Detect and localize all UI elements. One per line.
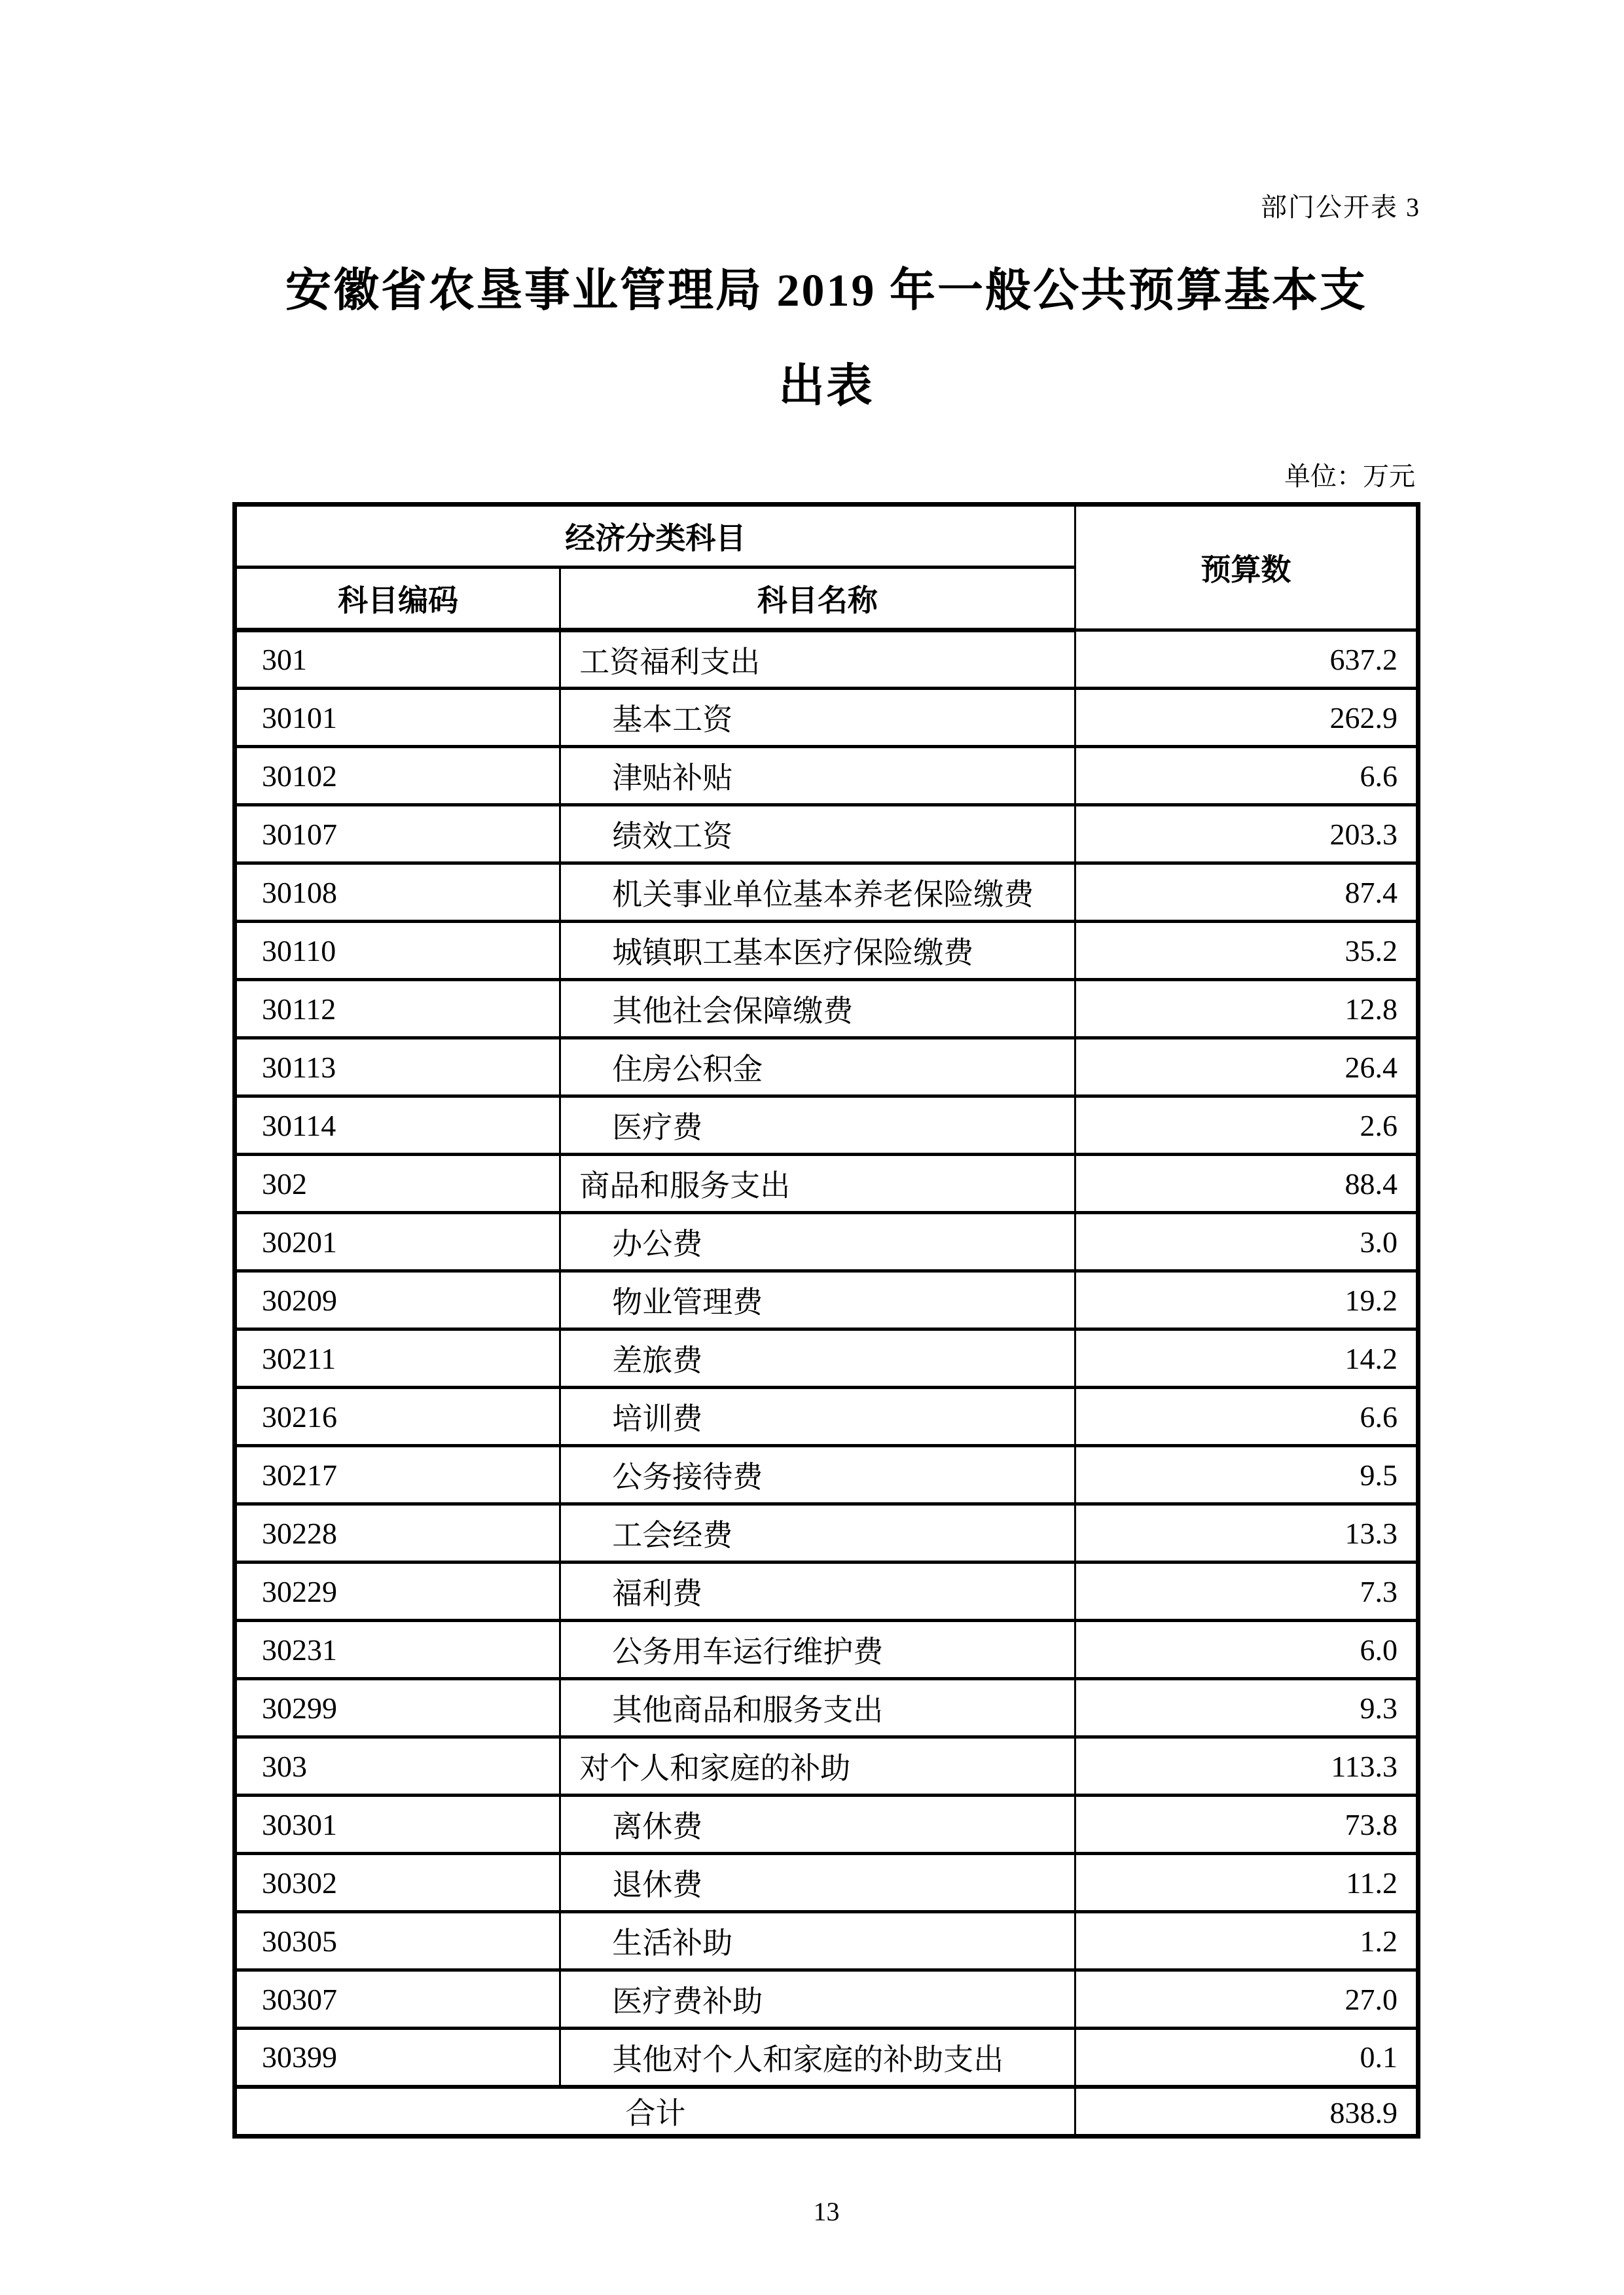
page-number: 13 <box>813 2197 840 2226</box>
subject-code-cell: 30299 <box>235 1679 560 1737</box>
budget-value-cell: 6.6 <box>1075 747 1418 805</box>
subject-name-cell: 差旅费 <box>560 1329 1075 1388</box>
subject-name-cell: 其他商品和服务支出 <box>560 1679 1075 1737</box>
subject-name-cell: 公务用车运行维护费 <box>560 1621 1075 1679</box>
table-row <box>235 689 1418 747</box>
table-row <box>235 805 1418 863</box>
subject-code-cell: 303 <box>235 1737 560 1796</box>
budget-value-cell: 87.4 <box>1075 863 1418 922</box>
subject-code-cell: 30110 <box>235 922 560 980</box>
page-title-line1: 安徽省农垦事业管理局 2019 年一般公共预算基本支 <box>285 266 1367 316</box>
subject-name-cell: 退休费 <box>560 1854 1075 1912</box>
total-label: 合计 <box>235 2087 1075 2137</box>
subject-name-cell: 医疗费补助 <box>560 1970 1075 2029</box>
table-row <box>235 1213 1418 1271</box>
budget-value-cell: 203.3 <box>1075 805 1418 863</box>
subject-code-cell: 30302 <box>235 1854 560 1912</box>
budget-value-cell: 113.3 <box>1075 1737 1418 1796</box>
subject-name-cell: 对个人和家庭的补助 <box>560 1737 1075 1796</box>
table-row <box>235 1970 1418 2029</box>
table-row <box>235 630 1418 689</box>
subject-name-cell: 培训费 <box>560 1388 1075 1446</box>
header-subject-code: 科目编码 <box>235 568 560 630</box>
header-budget-amount: 预算数 <box>1075 505 1418 630</box>
table-header <box>235 505 1418 630</box>
subject-name-cell: 工会经费 <box>560 1504 1075 1563</box>
table-row <box>235 1504 1418 1563</box>
subject-code-cell: 30229 <box>235 1563 560 1621</box>
subject-name-cell: 其他对个人和家庭的补助支出 <box>560 2029 1075 2087</box>
table-row <box>235 1563 1418 1621</box>
budget-value-cell: 262.9 <box>1075 689 1418 747</box>
subject-code-cell: 30305 <box>235 1912 560 1970</box>
header-economic-classification: 经济分类科目 <box>235 505 1075 568</box>
table-row <box>235 2029 1418 2087</box>
table-row <box>235 1737 1418 1796</box>
subject-name-cell: 商品和服务支出 <box>560 1155 1075 1213</box>
subject-code-cell: 30112 <box>235 980 560 1038</box>
subject-code-cell: 30216 <box>235 1388 560 1446</box>
subject-name-cell: 公务接待费 <box>560 1446 1075 1504</box>
table-row <box>235 1038 1418 1096</box>
table-row <box>235 922 1418 980</box>
table-row <box>235 1155 1418 1213</box>
subject-name-cell: 办公费 <box>560 1213 1075 1271</box>
corner-note: 部门公开表 3 <box>1261 192 1420 222</box>
subject-code-cell: 30209 <box>235 1271 560 1329</box>
table-row <box>235 1388 1418 1446</box>
subject-name-cell: 生活补助 <box>560 1912 1075 1970</box>
total-value: 838.9 <box>1075 2087 1418 2137</box>
subject-name-cell: 城镇职工基本医疗保险缴费 <box>560 922 1075 980</box>
table-body <box>235 630 1418 2087</box>
subject-name-cell: 物业管理费 <box>560 1271 1075 1329</box>
total-row <box>235 2087 1418 2137</box>
subject-name-cell: 住房公积金 <box>560 1038 1075 1096</box>
subject-name-cell: 福利费 <box>560 1563 1075 1621</box>
table-row <box>235 980 1418 1038</box>
table-row <box>235 1446 1418 1504</box>
budget-value-cell: 13.3 <box>1075 1504 1418 1563</box>
page-title-line2: 出表 <box>778 361 875 412</box>
subject-code-cell: 30101 <box>235 689 560 747</box>
subject-code-cell: 301 <box>235 630 560 689</box>
subject-code-cell: 30107 <box>235 805 560 863</box>
subject-code-cell: 30211 <box>235 1329 560 1388</box>
page-title <box>232 244 1420 435</box>
subject-code-cell: 30228 <box>235 1504 560 1563</box>
subject-code-cell: 302 <box>235 1155 560 1213</box>
budget-value-cell: 2.6 <box>1075 1096 1418 1155</box>
table-row <box>235 1096 1418 1155</box>
budget-value-cell: 11.2 <box>1075 1854 1418 1912</box>
table-row <box>235 747 1418 805</box>
budget-value-cell: 12.8 <box>1075 980 1418 1038</box>
subject-code-cell: 30201 <box>235 1213 560 1271</box>
header-subject-name: 科目名称 <box>560 568 1075 630</box>
subject-name-cell: 基本工资 <box>560 689 1075 747</box>
subject-code-cell: 30114 <box>235 1096 560 1155</box>
subject-name-cell: 工资福利支出 <box>560 630 1075 689</box>
budget-table <box>232 502 1420 2139</box>
subject-code-cell: 30217 <box>235 1446 560 1504</box>
budget-value-cell: 14.2 <box>1075 1329 1418 1388</box>
budget-value-cell: 26.4 <box>1075 1038 1418 1096</box>
budget-value-cell: 9.5 <box>1075 1446 1418 1504</box>
budget-value-cell: 637.2 <box>1075 630 1418 689</box>
budget-value-cell: 0.1 <box>1075 2029 1418 2087</box>
table-row <box>235 1679 1418 1737</box>
table-row <box>235 1854 1418 1912</box>
subject-name-cell: 其他社会保障缴费 <box>560 980 1075 1038</box>
table-row <box>235 863 1418 922</box>
table-row <box>235 1329 1418 1388</box>
subject-code-cell: 30108 <box>235 863 560 922</box>
table-row <box>235 1271 1418 1329</box>
subject-code-cell: 30102 <box>235 747 560 805</box>
unit-label: 单位：万元 <box>1284 461 1415 491</box>
budget-value-cell: 9.3 <box>1075 1679 1418 1737</box>
subject-name-cell: 医疗费 <box>560 1096 1075 1155</box>
table-row <box>235 1621 1418 1679</box>
subject-code-cell: 30307 <box>235 1970 560 2029</box>
budget-value-cell: 88.4 <box>1075 1155 1418 1213</box>
table-row <box>235 1796 1418 1854</box>
subject-code-cell: 30113 <box>235 1038 560 1096</box>
subject-code-cell: 30301 <box>235 1796 560 1854</box>
budget-value-cell: 73.8 <box>1075 1796 1418 1854</box>
table-footer <box>235 2087 1418 2137</box>
subject-name-cell: 离休费 <box>560 1796 1075 1854</box>
subject-code-cell: 30231 <box>235 1621 560 1679</box>
budget-value-cell: 3.0 <box>1075 1213 1418 1271</box>
table-row <box>235 1912 1418 1970</box>
budget-value-cell: 1.2 <box>1075 1912 1418 1970</box>
subject-code-cell: 30399 <box>235 2029 560 2087</box>
budget-value-cell: 35.2 <box>1075 922 1418 980</box>
header-row-group <box>235 505 1418 568</box>
budget-value-cell: 27.0 <box>1075 1970 1418 2029</box>
budget-value-cell: 19.2 <box>1075 1271 1418 1329</box>
content-column <box>232 0 1420 2227</box>
subject-name-cell: 机关事业单位基本养老保险缴费 <box>560 863 1075 922</box>
subject-name-cell: 津贴补贴 <box>560 747 1075 805</box>
subject-name-cell: 绩效工资 <box>560 805 1075 863</box>
budget-value-cell: 6.6 <box>1075 1388 1418 1446</box>
budget-value-cell: 6.0 <box>1075 1621 1418 1679</box>
budget-value-cell: 7.3 <box>1075 1563 1418 1621</box>
